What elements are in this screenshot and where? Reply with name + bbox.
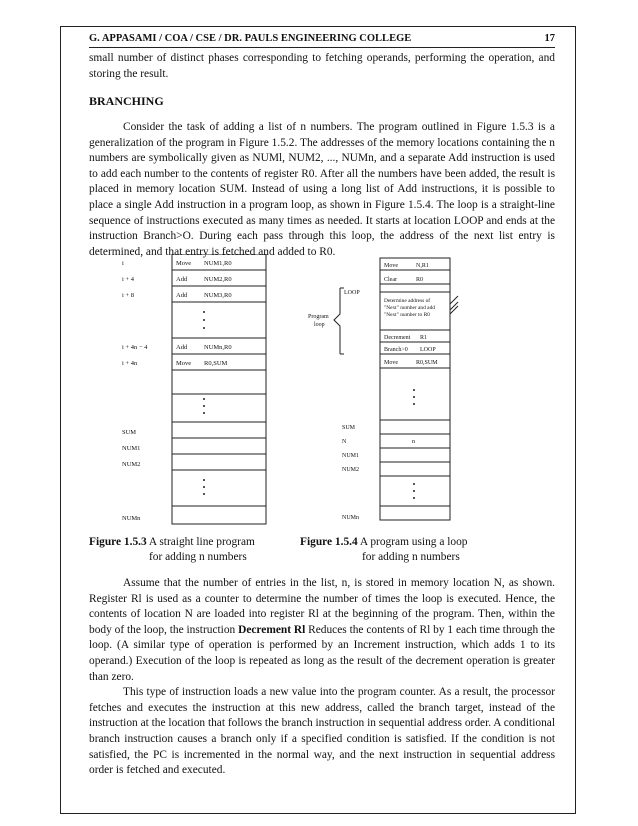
row-opcode: Add (176, 344, 188, 351)
paragraph-2-part-b: Reduces the contents of Rl by 1 each time through the loop. (A similar type of operation is performed by an Increment instruction, which adds 1 to its operand.) Execution of the loop is repeated as long as the result of the decrement operation is greater than zero. (89, 623, 555, 683)
ellipsis-dot (203, 327, 205, 329)
caption-text: A program using a loop (357, 536, 468, 548)
ellipsis-dot (203, 412, 205, 414)
row-opcode: Decrement (384, 335, 411, 341)
row-opcode: Move (384, 263, 398, 269)
loop-label: LOOP (344, 290, 360, 296)
paragraph-2-text (89, 576, 555, 685)
row-opcode: Clear (384, 277, 397, 283)
ellipsis-dot (203, 493, 205, 495)
data-label-num2: NUM2 (122, 461, 141, 468)
loop-body-line: Determine address of (384, 298, 431, 304)
ellipsis-dot (413, 490, 415, 492)
data-label-sum: SUM (122, 429, 137, 436)
data-label-num1: NUM1 (122, 445, 141, 452)
paragraph-3-text: This type of instruction loads a new value into the program counter. As a result, the processor fetches and executes the instruction at this new address, called the branch target, instead of the instruction at the location that follows the branch instruction in sequential address order. A conditional branch instruction causes a branch only if a specified condition is satisfied. If the condition is not satisfied, the PC is incremented in the normal way, and the next instruction in sequential address order is fetched and executed. (89, 686, 555, 777)
paragraph-1-text: Consider the task of adding a list of n numbers. The program outlined in Figure 1.5.3 is a generalization of the program in Figure 1.5.2. The addresses of the memory locations containing the n numbers are symbolically given as NUMl, NUM2, ..., NUMn, and a separate Add instruction is used to add each number to the contents of register R0. After all the numbers have been added, the result is placed in memory location SUM. Instead of using a long list of Add instructions, it is possible to place a single Add instruction in a program loop, as shown in Figure 1.5.4. The loop is a straight-line sequence of instructions executed as many times as needed. It starts at location LOOP and ends at the instruction Branch>O. During each pass through this loop, the address of the next list entry is determined, and that entry is fetched and added to R0. (89, 121, 555, 258)
program-loop-label: Program (308, 314, 329, 320)
caption-text: A straight line program (146, 536, 255, 548)
row-opcode: Move (384, 360, 398, 366)
row-address: i + 4 (122, 276, 134, 283)
row-opcode: Move (176, 360, 192, 367)
figure-1-5-3-caption (89, 535, 255, 566)
row-opcode: Add (176, 276, 188, 283)
row-operand: NUM1,R0 (204, 260, 232, 267)
data-label-numn: NUMn (122, 515, 141, 522)
paragraph-2-part-a: Assume that the number of entries in the list, n, is stored in memory location N, as shown. Register Rl is used as a counter to determine the number of times the loop is executed. Hence, the contents of location N are loaded into register Rl at the beginning of the program. Then, within the body of the loop, the instruction (89, 577, 555, 636)
data-label-num1: NUM1 (342, 453, 360, 459)
caption-text: for adding n numbers (149, 551, 247, 564)
ellipsis-dot (203, 405, 205, 407)
ellipsis-dot (413, 483, 415, 485)
row-operand: NUM2,R0 (204, 276, 232, 283)
ellipsis-dot (203, 319, 205, 321)
section-heading: BRANCHING (89, 94, 164, 108)
row-operand: NUMn,R0 (204, 344, 232, 351)
ellipsis-dot (413, 497, 415, 499)
ellipsis-dot (413, 389, 415, 391)
row-opcode: Add (176, 292, 188, 299)
paragraph-2 (89, 576, 555, 779)
caption-label: Figure 1.5.4 (300, 536, 358, 548)
row-address: i + 4n (122, 360, 138, 367)
ellipsis-dot (413, 403, 415, 405)
row-operand: R0 (416, 277, 424, 283)
row-address: i + 4n − 4 (122, 344, 148, 351)
row-operand: R0,SUM (204, 360, 228, 367)
row-address: i (122, 260, 124, 267)
ellipsis-dot (413, 396, 415, 398)
loop-body-line: "Next" number to R0 (384, 312, 430, 318)
row-opcode: Branch>0 (384, 347, 408, 353)
figure-1-5-3 (120, 254, 270, 530)
page-header (89, 33, 555, 44)
n-value: n (412, 439, 415, 445)
program-loop-brace (334, 288, 340, 354)
row-operand: NUM3,R0 (204, 292, 232, 299)
row-operand: LOOP (420, 347, 436, 353)
paragraph-1 (89, 120, 555, 260)
data-label-numn: NUMn (342, 515, 360, 521)
intro-paragraph (89, 51, 555, 82)
data-label-sum: SUM (342, 425, 356, 431)
figure-1-5-4-caption (300, 535, 467, 566)
ellipsis-dot (203, 479, 205, 481)
page-number: 17 (544, 33, 555, 44)
program-loop-label: loop (314, 322, 325, 328)
caption-text: for adding n numbers (362, 551, 460, 564)
intro-text: small number of distinct phases corresponding to fetching operands, performing the operation, and storing the result. (89, 52, 555, 80)
caption-label: Figure 1.5.3 (89, 536, 147, 548)
ellipsis-dot (203, 398, 205, 400)
figure-1-5-4 (300, 254, 460, 526)
data-label-n: N (342, 439, 347, 445)
header-rule (89, 47, 555, 48)
ellipsis-dot (203, 311, 205, 313)
row-address: i + 8 (122, 292, 134, 299)
header-title: G. APPASAMI / COA / CSE / DR. PAULS ENGINEERING COLLEGE (89, 33, 412, 44)
loop-body-line: "Next" number and add (384, 305, 435, 311)
row-opcode: Move (176, 260, 192, 267)
data-label-num2: NUM2 (342, 467, 360, 473)
row-operand: N,R1 (416, 263, 429, 269)
row-operand: R1 (420, 335, 428, 341)
paragraph-2-bold: Decrement Rl (238, 623, 306, 636)
ellipsis-dot (203, 486, 205, 488)
row-operand: R0,SUM (416, 360, 438, 366)
